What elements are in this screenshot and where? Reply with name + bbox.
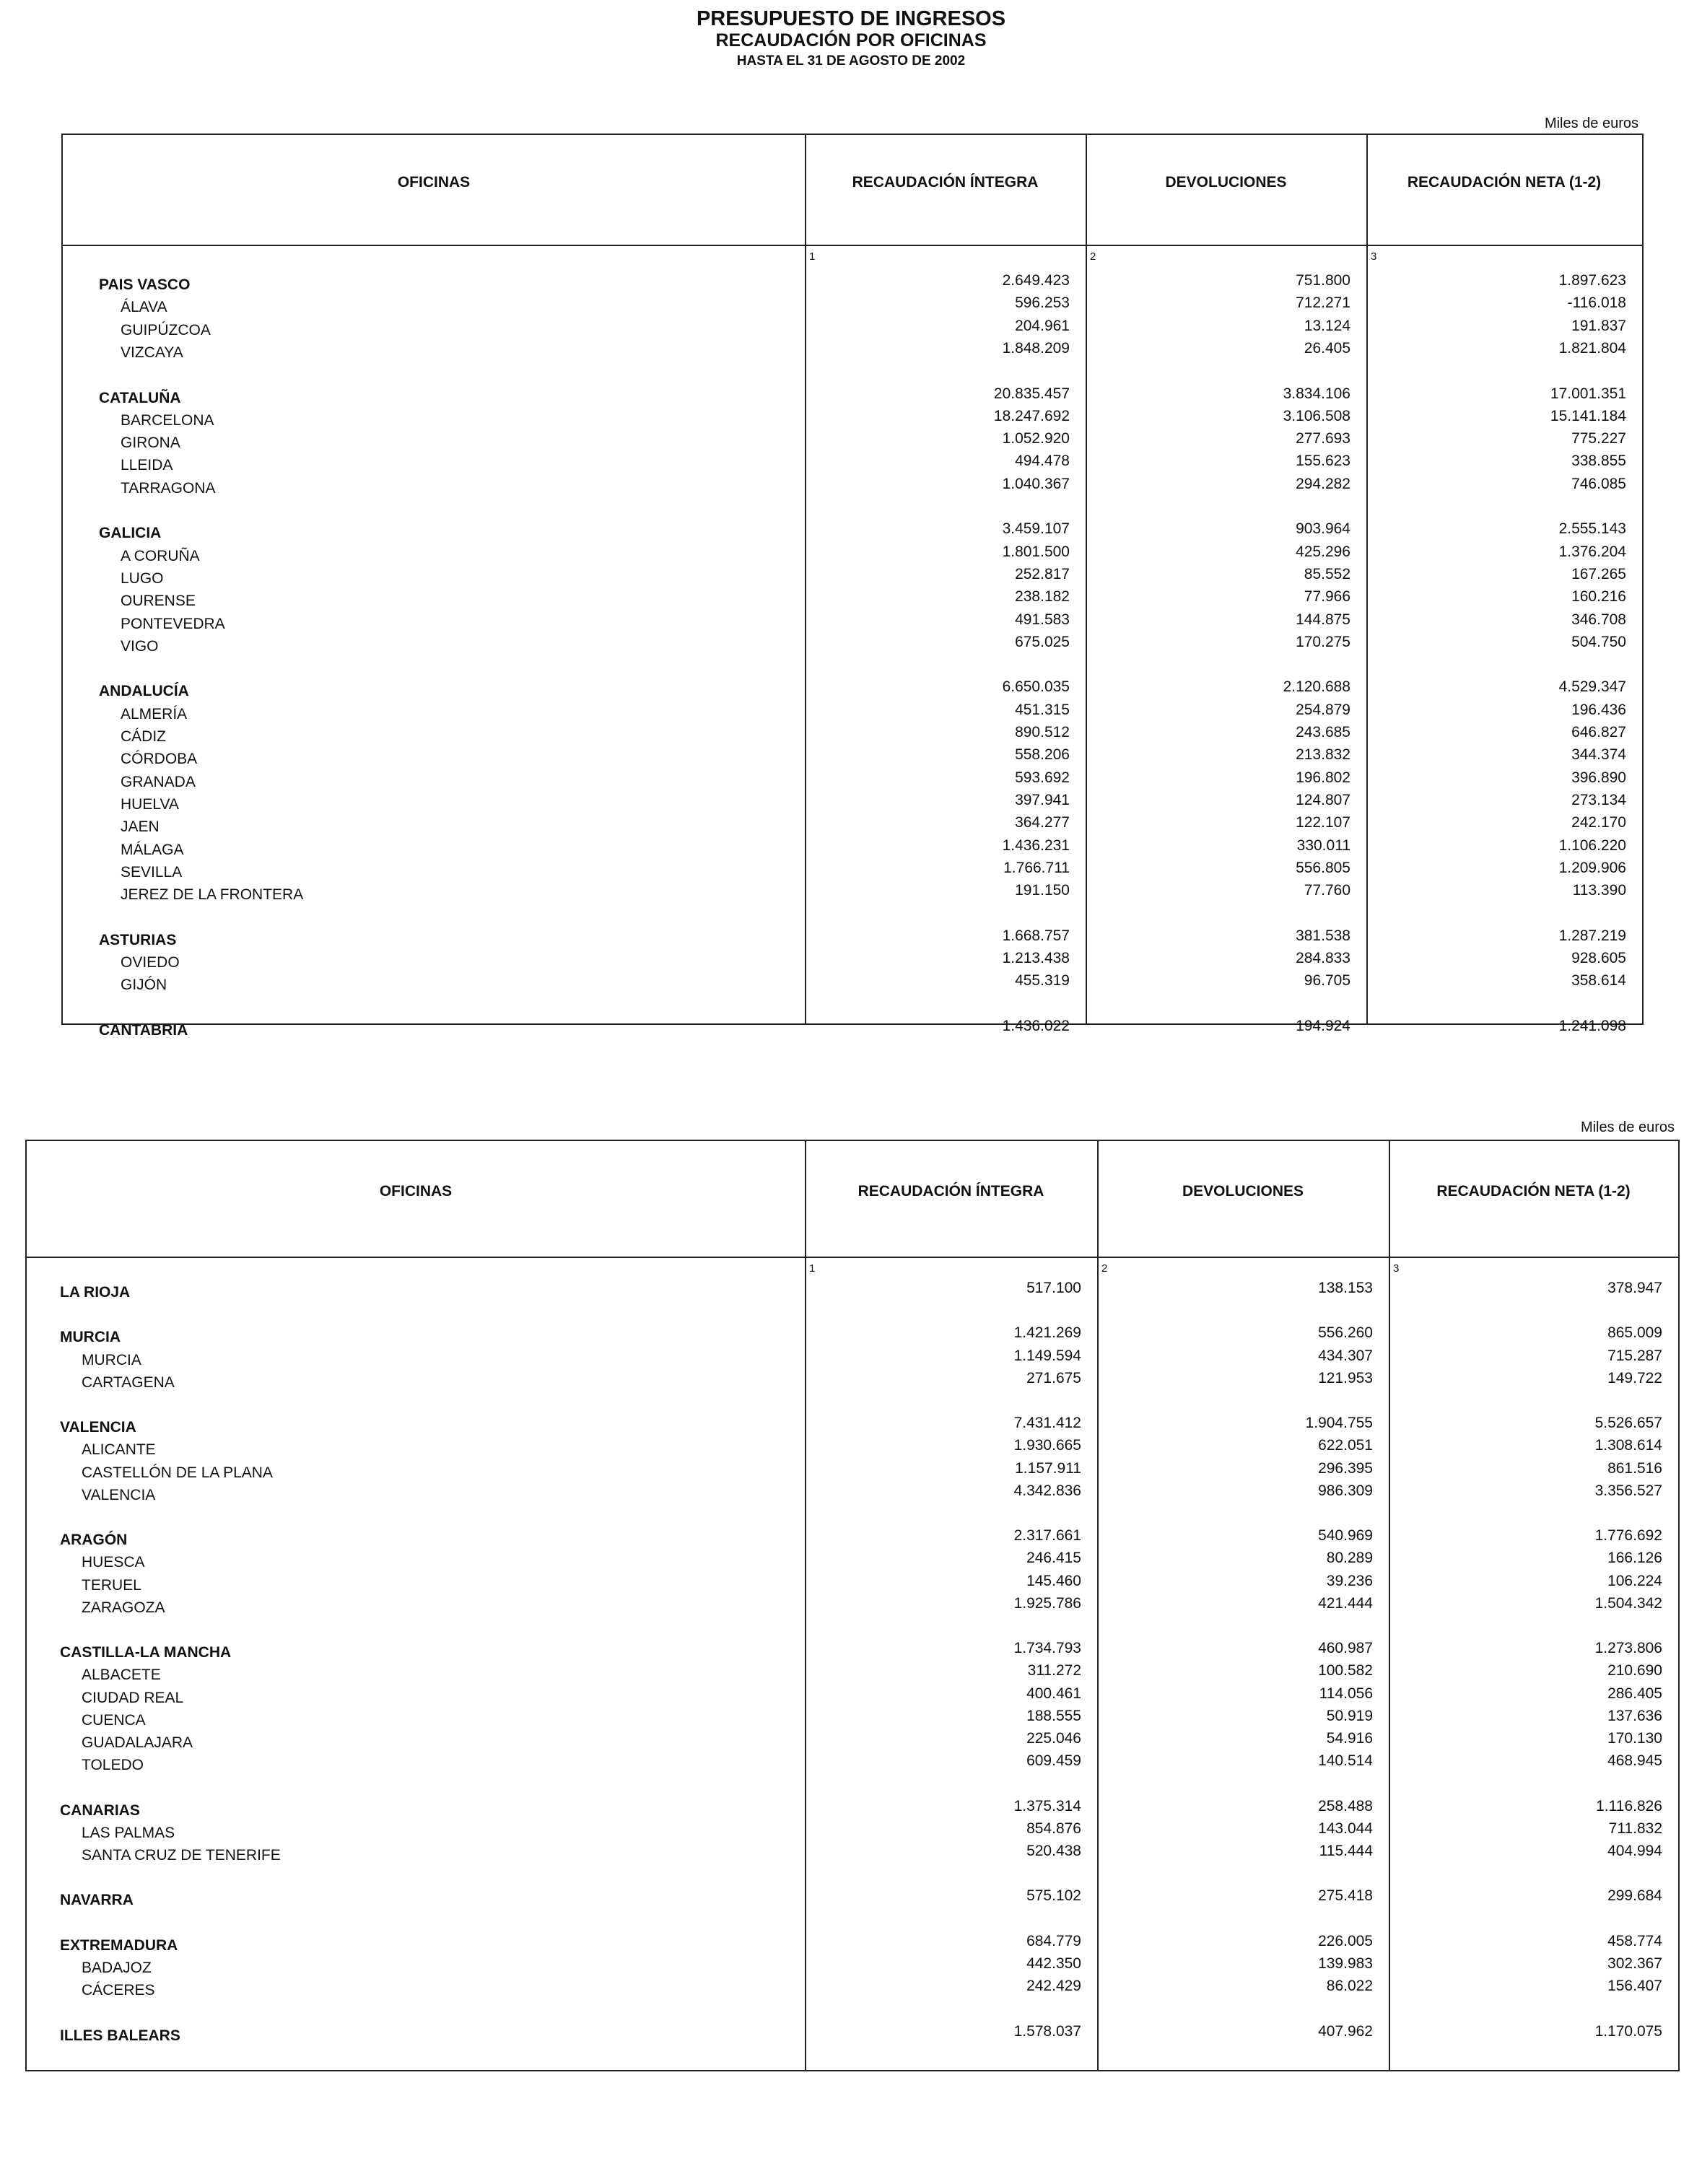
recaudacion-neta-value: 196.436	[1571, 701, 1626, 718]
office-name: GIJÓN	[121, 977, 167, 994]
recaudacion-neta-value: 166.126	[1607, 1550, 1662, 1567]
col-recaudacion-integra-header: RECAUDACIÓN ÍNTEGRA	[857, 1183, 1044, 1200]
recaudacion-integra-value: 558.206	[1015, 746, 1070, 764]
region-name: CATALUÑA	[99, 389, 181, 406]
office-row	[27, 1482, 1678, 1509]
office-name: CARTAGENA	[82, 1373, 175, 1391]
recaudacion-integra-value: 2.317.661	[1013, 1527, 1081, 1545]
devoluciones-value: 226.005	[1318, 1932, 1373, 1949]
recaudacion-integra-value: 225.046	[1026, 1730, 1081, 1747]
recaudacion-integra-value: 1.421.269	[1013, 1324, 1081, 1342]
recaudacion-integra-value: 1.578.037	[1013, 2022, 1081, 2040]
region-name: CASTILLA-LA MANCHA	[60, 1644, 232, 1661]
devoluciones-value: 26.405	[1304, 339, 1350, 357]
office-name: CÁCERES	[82, 1982, 155, 1999]
office-row	[63, 972, 1642, 999]
recaudacion-neta-value: 1.821.804	[1558, 339, 1626, 357]
date-line: HASTA EL 31 DE AGOSTO DE 2002	[736, 53, 966, 69]
recaudacion-neta-value: 106.224	[1607, 1572, 1662, 1589]
devoluciones-value: 330.011	[1296, 837, 1350, 854]
office-name: BARCELONA	[121, 411, 214, 429]
units-label: Miles de euros	[1580, 1119, 1675, 1135]
office-name: A CORUÑA	[121, 547, 200, 564]
recaudacion-neta-value: 865.009	[1607, 1324, 1662, 1342]
office-row	[63, 882, 1642, 909]
office-name: TERUEL	[82, 1576, 141, 1594]
office-name: ALICANTE	[82, 1441, 156, 1459]
devoluciones-value: 196.802	[1296, 769, 1350, 786]
recaudacion-neta-value: 1.376.204	[1558, 543, 1626, 560]
office-name: CIUDAD REAL	[82, 1689, 184, 1706]
recaudacion-neta-value: 458.774	[1607, 1932, 1662, 1949]
recaudacion-neta-value: 1.776.692	[1594, 1527, 1662, 1545]
recaudacion-neta-value: 1.170.075	[1594, 2022, 1662, 2040]
recaudacion-integra-value: 442.350	[1026, 1955, 1081, 1972]
recaudacion-integra-value: 1.734.793	[1013, 1640, 1081, 1657]
recaudacion-integra-value: 1.436.022	[1002, 1017, 1070, 1034]
devoluciones-value: 96.705	[1304, 972, 1350, 990]
region-name: ILLES BALEARS	[60, 2027, 180, 2044]
recaudacion-integra-value: 252.817	[1015, 565, 1070, 582]
devoluciones-value: 138.153	[1318, 1280, 1373, 1296]
devoluciones-value: 381.538	[1296, 927, 1350, 944]
office-row	[27, 1752, 1678, 1779]
region-name: ARAGÓN	[60, 1532, 128, 1549]
office-row	[27, 1594, 1678, 1622]
column-number: 2	[1101, 1262, 1108, 1275]
devoluciones-value: 556.805	[1296, 859, 1350, 876]
devoluciones-value: 3.106.508	[1283, 407, 1350, 424]
recaudacion-neta-value: 396.890	[1571, 769, 1626, 786]
recaudacion-integra-value: 1.668.757	[1002, 927, 1070, 944]
office-row	[27, 1369, 1678, 1397]
region-name: PAIS VASCO	[99, 276, 191, 293]
office-name: HUESCA	[82, 1554, 145, 1571]
devoluciones-value: 86.022	[1326, 1978, 1373, 1995]
recaudacion-neta-value: 775.227	[1571, 430, 1626, 447]
recaudacion-neta-value: 338.855	[1571, 453, 1626, 470]
col-recaudacion-neta-header: RECAUDACIÓN NETA (1-2)	[1407, 174, 1602, 191]
col-devoluciones-header: DEVOLUCIONES	[1182, 1183, 1304, 1200]
column-number: 3	[1393, 1262, 1400, 1275]
office-name: ZARAGOZA	[82, 1599, 165, 1616]
recaudacion-integra-value: 1.149.594	[1013, 1347, 1081, 1364]
region-name: CANARIAS	[60, 1801, 140, 1819]
recaudacion-integra-value: 1.766.711	[1003, 859, 1070, 876]
recaudacion-neta-value: 3.356.527	[1594, 1482, 1662, 1499]
recaudacion-integra-value: 854.876	[1026, 1820, 1081, 1837]
column-number: 1	[809, 250, 816, 263]
devoluciones-value: 194.924	[1296, 1017, 1350, 1034]
recaudacion-integra-value: 4.342.836	[1013, 1482, 1081, 1499]
recaudacion-integra-value: 1.213.438	[1002, 950, 1070, 966]
devoluciones-value: 115.444	[1319, 1843, 1373, 1859]
region-name: NAVARRA	[60, 1892, 134, 1909]
recaudacion-neta-value: 1.241.098	[1558, 1017, 1626, 1034]
office-name: CASTELLÓN DE LA PLANA	[82, 1464, 273, 1481]
recaudacion-integra-value: 311.272	[1027, 1662, 1081, 1680]
region-row	[63, 1017, 1642, 1044]
recaudacion-integra-value: 675.025	[1015, 633, 1070, 650]
region-name: ANDALUCÍA	[99, 683, 189, 700]
region-name: ASTURIAS	[99, 931, 177, 948]
devoluciones-value: 540.969	[1318, 1527, 1373, 1545]
recaudacion-integra-value: 242.429	[1026, 1978, 1081, 1995]
recaudacion-neta-value: 1.897.623	[1558, 272, 1626, 289]
office-name: VIGO	[121, 637, 159, 655]
recaudacion-neta-value: 1.504.342	[1594, 1594, 1662, 1612]
office-row	[63, 475, 1642, 502]
recaudacion-neta-value: 2.555.143	[1558, 520, 1626, 538]
devoluciones-value: 77.760	[1304, 882, 1350, 899]
recaudacion-neta-value: 137.636	[1607, 1707, 1662, 1724]
office-name: CUENCA	[82, 1711, 146, 1729]
recaudacion-integra-value: 191.150	[1015, 882, 1070, 899]
devoluciones-value: 712.271	[1296, 294, 1350, 312]
recaudacion-integra-value: 1.157.911	[1015, 1459, 1081, 1477]
recaudacion-neta-value: 404.994	[1607, 1843, 1662, 1859]
recaudacion-neta-value: 1.287.219	[1558, 927, 1626, 944]
recaudacion-neta-value: 242.170	[1571, 814, 1626, 831]
devoluciones-value: 407.962	[1318, 2022, 1373, 2040]
office-name: GUADALAJARA	[82, 1734, 193, 1751]
recaudacion-neta-value: 715.287	[1607, 1347, 1662, 1364]
recaudacion-neta-value: 711.832	[1608, 1820, 1662, 1837]
table-header	[63, 135, 1642, 246]
devoluciones-value: 77.966	[1304, 588, 1350, 606]
units-label: Miles de euros	[1544, 115, 1638, 131]
region-name: EXTREMADURA	[60, 1936, 178, 1954]
recaudacion-integra-value: 1.925.786	[1013, 1594, 1081, 1612]
devoluciones-value: 1.904.755	[1305, 1415, 1373, 1432]
office-row	[27, 1843, 1678, 1869]
devoluciones-value: 243.685	[1296, 724, 1350, 741]
recaudacion-neta-value: 156.407	[1607, 1978, 1662, 1995]
recaudacion-integra-value: 188.555	[1026, 1707, 1081, 1724]
recaudacion-neta-value: 160.216	[1571, 588, 1626, 606]
devoluciones-value: 121.953	[1318, 1369, 1373, 1386]
recaudacion-neta-value: 861.516	[1607, 1459, 1662, 1477]
office-name: ALBACETE	[82, 1667, 161, 1684]
devoluciones-value: 254.879	[1296, 701, 1350, 718]
region-name: VALENCIA	[60, 1419, 136, 1436]
table-header	[27, 1141, 1678, 1258]
recaudacion-integra-value: 7.431.412	[1013, 1415, 1081, 1432]
office-name: BADAJOZ	[82, 1960, 152, 1976]
office-name: CÁDIZ	[121, 728, 166, 745]
col-recaudacion-integra-header: RECAUDACIÓN ÍNTEGRA	[852, 174, 1039, 191]
recaudacion-integra-value: 3.459.107	[1002, 520, 1070, 538]
office-row	[27, 1978, 1678, 2004]
devoluciones-value: 421.444	[1318, 1594, 1373, 1612]
recaudacion-integra-value: 1.040.367	[1002, 475, 1070, 492]
recaudacion-integra-value: 364.277	[1015, 814, 1070, 831]
recaudacion-neta-value: 167.265	[1571, 565, 1626, 582]
recaudacion-neta-value: 299.684	[1607, 1887, 1662, 1905]
office-name: LUGO	[121, 569, 164, 587]
office-name: JEREZ DE LA FRONTERA	[121, 886, 304, 904]
recaudacion-integra-value: 1.930.665	[1013, 1437, 1081, 1454]
devoluciones-value: 139.983	[1318, 1955, 1373, 1972]
office-name: JAEN	[121, 818, 160, 836]
devoluciones-value: 294.282	[1296, 475, 1350, 492]
recaudacion-integra-value: 20.835.457	[993, 385, 1070, 402]
recaudacion-integra-value: 596.253	[1015, 294, 1070, 312]
recaudacion-integra-value: 1.436.231	[1002, 837, 1070, 854]
recaudacion-integra-value: 1.801.500	[1002, 543, 1070, 560]
recaudacion-integra-value: 6.650.035	[1002, 678, 1070, 696]
office-name: TOLEDO	[82, 1757, 144, 1774]
recaudacion-neta-value: 378.947	[1607, 1280, 1662, 1296]
recaudacion-integra-value: 1.052.920	[1002, 430, 1070, 447]
devoluciones-value: 140.514	[1318, 1752, 1373, 1770]
office-name: SEVILLA	[121, 863, 183, 881]
devoluciones-value: 143.044	[1318, 1820, 1373, 1837]
recaudacion-neta-value: 1.308.614	[1594, 1437, 1662, 1454]
page-subtitle: RECAUDACIÓN POR OFICINAS	[715, 30, 987, 51]
col-recaudacion-neta-header: RECAUDACIÓN NETA (1-2)	[1436, 1183, 1631, 1200]
recaudacion-integra-value: 455.319	[1015, 972, 1070, 990]
devoluciones-value: 124.807	[1296, 791, 1350, 808]
recaudacion-neta-value: 113.390	[1572, 882, 1626, 899]
office-name: ALMERÍA	[121, 705, 188, 722]
office-name: VIZCAYA	[121, 344, 183, 361]
devoluciones-value: 277.693	[1296, 430, 1350, 447]
office-row	[63, 339, 1642, 367]
recaudacion-neta-value: 1.273.806	[1594, 1640, 1662, 1657]
recaudacion-neta-value: 468.945	[1607, 1752, 1662, 1770]
recaudacion-neta-value: 4.529.347	[1558, 678, 1626, 696]
devoluciones-value: 460.987	[1318, 1640, 1373, 1657]
recaudacion-neta-value: 1.209.906	[1558, 859, 1626, 876]
devoluciones-value: 114.056	[1319, 1685, 1373, 1702]
devoluciones-value: 284.833	[1296, 950, 1350, 966]
devoluciones-value: 275.418	[1318, 1887, 1373, 1905]
recaudacion-integra-value: 609.459	[1026, 1752, 1081, 1770]
devoluciones-value: 903.964	[1296, 520, 1350, 538]
office-row	[63, 633, 1642, 660]
devoluciones-value: 2.120.688	[1283, 678, 1350, 696]
recaudacion-integra-value: 18.247.692	[993, 407, 1070, 424]
devoluciones-value: 13.124	[1304, 317, 1350, 334]
office-name: MURCIA	[82, 1351, 141, 1368]
office-name: ÁLAVA	[121, 299, 167, 316]
region-name: GALICIA	[99, 525, 162, 542]
office-name: GRANADA	[121, 773, 196, 790]
devoluciones-value: 85.552	[1304, 565, 1350, 582]
recaudacion-integra-value: 2.649.423	[1002, 272, 1070, 289]
devoluciones-value: 296.395	[1318, 1459, 1373, 1477]
recaudacion-neta-value: 928.605	[1571, 950, 1626, 966]
recaudacion-integra-value: 238.182	[1015, 588, 1070, 606]
recaudacion-integra-value: 451.315	[1015, 701, 1070, 718]
office-name: GUIPÚZCOA	[121, 321, 211, 338]
recaudacion-integra-value: 1.848.209	[1002, 339, 1070, 357]
recaudacion-integra-value: 593.692	[1015, 769, 1070, 786]
devoluciones-value: 122.107	[1296, 814, 1350, 831]
recaudacion-neta-value: 273.134	[1571, 791, 1626, 808]
devoluciones-value: 213.832	[1296, 746, 1350, 764]
region-row	[27, 1280, 1678, 1306]
recaudacion-neta-value: 344.374	[1571, 746, 1626, 764]
recaudacion-integra-value: 271.675	[1026, 1369, 1081, 1386]
devoluciones-value: 258.488	[1318, 1797, 1373, 1814]
office-name: GIRONA	[121, 434, 180, 452]
region-row	[27, 1887, 1678, 1914]
office-name: VALENCIA	[82, 1486, 156, 1503]
recaudacion-integra-value: 400.461	[1026, 1685, 1081, 1702]
region-row	[27, 2022, 1678, 2050]
revenue-table-2	[25, 1140, 1680, 2071]
devoluciones-value: 622.051	[1318, 1437, 1373, 1454]
recaudacion-integra-value: 145.460	[1026, 1572, 1081, 1589]
col-oficinas-header: OFICINAS	[397, 174, 471, 191]
recaudacion-integra-value: 494.478	[1015, 453, 1070, 470]
office-name: TARRAGONA	[121, 479, 216, 497]
devoluciones-value: 434.307	[1318, 1347, 1373, 1364]
recaudacion-neta-value: 286.405	[1607, 1685, 1662, 1702]
recaudacion-neta-value: 191.837	[1571, 317, 1626, 334]
col-oficinas-header: OFICINAS	[379, 1183, 453, 1200]
recaudacion-integra-value: 520.438	[1026, 1843, 1081, 1859]
devoluciones-value: 170.275	[1296, 633, 1350, 650]
column-number: 3	[1371, 250, 1377, 263]
recaudacion-neta-value: 149.722	[1607, 1369, 1662, 1386]
office-name: LAS PALMAS	[82, 1824, 175, 1841]
office-name: MÁLAGA	[121, 841, 184, 858]
recaudacion-neta-value: 17.001.351	[1550, 385, 1626, 402]
devoluciones-value: 144.875	[1296, 611, 1350, 628]
recaudacion-neta-value: 346.708	[1571, 611, 1626, 628]
column-number: 1	[809, 1262, 816, 1275]
recaudacion-integra-value: 397.941	[1015, 791, 1070, 808]
recaudacion-integra-value: 684.779	[1026, 1932, 1081, 1949]
office-name: PONTEVEDRA	[121, 615, 225, 632]
recaudacion-neta-value: 170.130	[1607, 1730, 1662, 1747]
devoluciones-value: 100.582	[1318, 1662, 1373, 1680]
devoluciones-value: 39.236	[1326, 1572, 1373, 1589]
devoluciones-value: 80.289	[1326, 1550, 1373, 1567]
recaudacion-integra-value: 575.102	[1026, 1887, 1081, 1905]
devoluciones-value: 556.260	[1318, 1324, 1373, 1342]
region-name: CANTABRIA	[99, 1021, 188, 1039]
recaudacion-integra-value: 890.512	[1015, 724, 1070, 741]
devoluciones-value: 3.834.106	[1283, 385, 1350, 402]
devoluciones-value: 155.623	[1296, 453, 1350, 470]
recaudacion-neta-value: 746.085	[1571, 475, 1626, 492]
office-name: CÓRDOBA	[121, 751, 198, 768]
recaudacion-integra-value: 1.375.314	[1013, 1797, 1081, 1814]
recaudacion-integra-value: 517.100	[1026, 1280, 1081, 1296]
column-number: 2	[1090, 250, 1096, 263]
recaudacion-neta-value: 504.750	[1571, 633, 1626, 650]
recaudacion-neta-value: 1.106.220	[1558, 837, 1626, 854]
recaudacion-integra-value: 246.415	[1026, 1550, 1081, 1567]
revenue-table-1	[61, 134, 1644, 1039]
region-name: LA RIOJA	[60, 1284, 131, 1301]
recaudacion-neta-value: 5.526.657	[1594, 1415, 1662, 1432]
region-name: MURCIA	[60, 1329, 121, 1346]
recaudacion-neta-value: 1.116.826	[1596, 1797, 1662, 1814]
office-name: LLEIDA	[121, 457, 173, 474]
office-name: HUELVA	[121, 795, 179, 813]
office-name: OURENSE	[121, 593, 196, 610]
recaudacion-neta-value: 646.827	[1571, 724, 1626, 741]
recaudacion-integra-value: 491.583	[1015, 611, 1070, 628]
devoluciones-value: 986.309	[1318, 1482, 1373, 1499]
recaudacion-neta-value: 358.614	[1571, 972, 1626, 990]
col-devoluciones-header: DEVOLUCIONES	[1165, 174, 1287, 191]
devoluciones-value: 425.296	[1296, 543, 1350, 560]
office-name: SANTA CRUZ DE TENERIFE	[82, 1847, 281, 1864]
recaudacion-neta-value: 302.367	[1607, 1955, 1662, 1972]
devoluciones-value: 751.800	[1296, 272, 1350, 289]
devoluciones-value: 54.916	[1326, 1730, 1373, 1747]
recaudacion-neta-value: -116.018	[1567, 294, 1626, 312]
recaudacion-neta-value: 210.690	[1607, 1662, 1662, 1680]
recaudacion-integra-value: 204.961	[1015, 317, 1070, 334]
office-name: OVIEDO	[121, 954, 180, 971]
devoluciones-value: 50.919	[1326, 1707, 1373, 1724]
page-title: PRESUPUESTO DE INGRESOS	[696, 7, 1006, 30]
recaudacion-neta-value: 15.141.184	[1550, 407, 1626, 424]
